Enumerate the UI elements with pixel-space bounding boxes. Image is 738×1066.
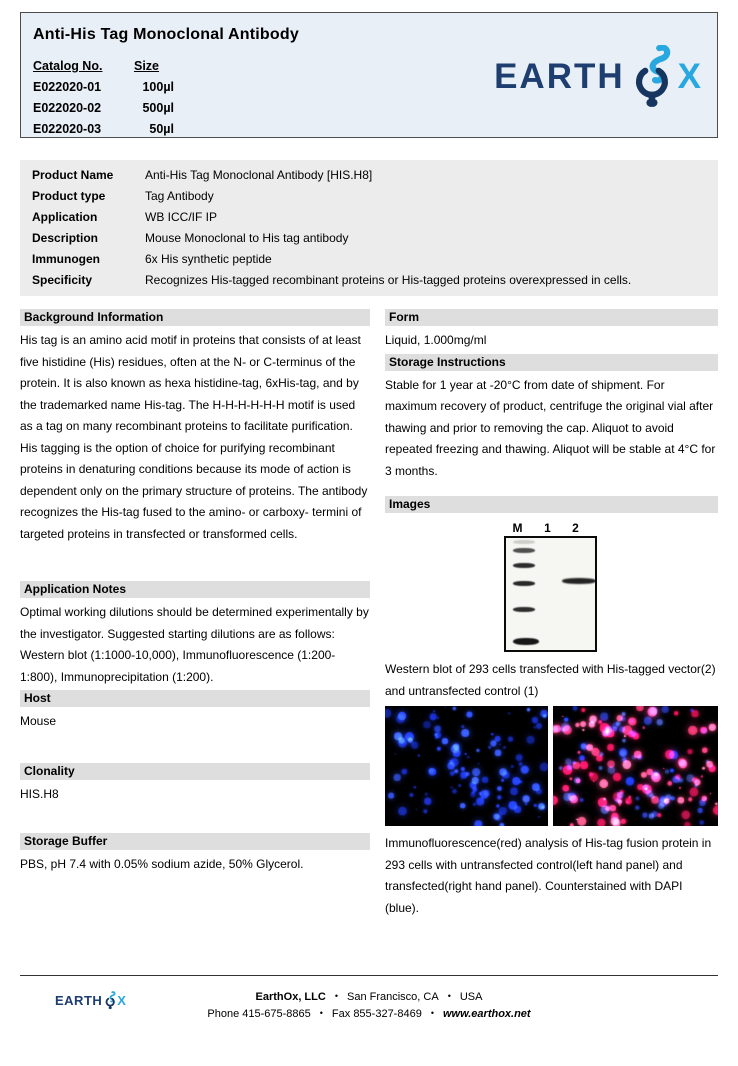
row-value: Recognizes His-tagged recombinant proteins or His-tagged proteins overexpressed in cells.: [145, 272, 632, 287]
marker-band: [513, 548, 535, 553]
section-body: His tag is an amino acid motif in proteins that consists of at least five histidine (His) residues, often at the N- or C-terminus of the protein. It is also known as hexa histidine-tag, 6xHis-tag, and by the trademarked name His-tag. The H-H-H-H-H-H motif is used as a tag on many recombinant proteins to facilitate purification. His tagging is the option of choice for purifying recombinant proteins in denaturing conditions because its mode of action is dependent only on the primary structure of proteins. The antibody recognizes the His-tag fused to the amino- or carboxy- termini of targeted proteins in transfected or transformed cells.: [20, 333, 368, 541]
catalog-size: 100µl: [142, 79, 174, 94]
row-label: Product Name: [32, 167, 114, 182]
row-value: WB ICC/IF IP: [145, 209, 217, 224]
section-heading: Storage Buffer: [20, 833, 370, 850]
section-body: HIS.H8: [20, 786, 59, 801]
marker-band: [513, 540, 535, 544]
section-heading: Form: [385, 309, 718, 326]
if-transfected-image: [553, 706, 718, 826]
size-col-header: Size: [134, 58, 160, 73]
section-heading: Background Information: [20, 309, 370, 326]
row-value: Tag Antibody: [145, 188, 214, 203]
company-name: EarthOx, LLC: [255, 991, 326, 1003]
lane-label-1: 1: [544, 521, 551, 535]
marker-band: [513, 563, 535, 568]
table-row: [20, 185, 718, 206]
catalog-row: [33, 118, 705, 139]
catalog-number: E022020-02: [33, 100, 102, 115]
row-value: Anti-His Tag Monoclonal Antibody [HIS.H8]: [145, 167, 373, 182]
lane-label-m: M: [512, 521, 523, 535]
blot-lane-labels: [504, 521, 600, 536]
section-application-notes: [20, 581, 370, 688]
page-footer: [20, 975, 718, 1022]
catalog-col-header: Catalog No.: [33, 58, 103, 73]
table-row: [20, 248, 718, 269]
table-row: [20, 206, 718, 227]
bullet-separator: •: [319, 1008, 323, 1018]
bullet-separator: •: [334, 991, 338, 1001]
row-label: Specificity: [32, 272, 93, 287]
section-storage-instructions: [385, 354, 718, 483]
row-label: Product type: [32, 188, 106, 203]
section-form: [385, 309, 718, 352]
left-column: [20, 309, 370, 941]
lane-label-2: 2: [572, 521, 579, 535]
marker-band: [513, 581, 535, 586]
section-heading: Application Notes: [20, 581, 370, 598]
catalog-size: 500µl: [142, 100, 174, 115]
section-body: Stable for 1 year at -20°C from date of shipment. For maximum recovery of product, centrifuge the original vial after thawing and prior to removing the cap. Aliquot to avoid repeated freezing and thawing. Aliquot will be stable at 4°C for 3 months.: [385, 377, 716, 478]
company-country: USA: [459, 991, 483, 1003]
company-city: San Francisco, CA: [346, 991, 439, 1003]
section-heading: Host: [20, 690, 370, 707]
section-host: [20, 690, 370, 733]
table-row: [20, 227, 718, 248]
catalog-size: 50µl: [149, 121, 174, 136]
blot-caption: Western blot of 293 cells transfected with His-tagged vector(2) and untransfected control (1): [385, 662, 716, 698]
logo-text-x: X: [677, 57, 701, 96]
section-clonality: [20, 763, 370, 806]
section-storage-buffer: [20, 833, 370, 876]
product-summary-table: [20, 160, 718, 296]
bullet-separator: •: [430, 1008, 434, 1018]
phone-number: Phone 415-675-8865: [207, 1008, 311, 1020]
catalog-number: E022020-01: [33, 79, 102, 94]
marker-band: [513, 638, 539, 645]
section-body: Mouse: [20, 714, 57, 728]
website-link[interactable]: www.earthox.net: [442, 1008, 531, 1020]
section-heading: Images: [385, 496, 718, 513]
if-control-image: [385, 706, 548, 826]
section-body: Liquid, 1.000mg/ml: [385, 333, 487, 347]
marker-band: [513, 607, 535, 612]
row-label: Immunogen: [32, 251, 100, 266]
logo-text-x: X: [117, 993, 126, 1008]
header-box: [20, 12, 718, 138]
section-heading: Clonality: [20, 763, 370, 780]
table-row: [20, 269, 718, 290]
fax-number: Fax 855-327-8469: [331, 1008, 422, 1020]
section-images: [385, 496, 718, 919]
section-body: PBS, pH 7.4 with 0.05% sodium azide, 50% Glycerol.: [20, 857, 304, 871]
row-value: Mouse Monoclonal to His tag antibody: [145, 230, 349, 245]
footer-earthox-logo: [55, 991, 126, 1010]
right-column: [385, 309, 718, 941]
row-value: 6x His synthetic peptide: [145, 251, 272, 266]
western-blot-image: [504, 536, 597, 652]
immunofluorescence-figure: [385, 706, 718, 826]
section-heading: Storage Instructions: [385, 354, 718, 371]
earthox-logo: [494, 45, 701, 109]
section-background-information: [20, 309, 370, 545]
logo-text-earth: EARTH: [494, 57, 625, 96]
earthox-flask-icon: [104, 991, 117, 1010]
section-body: Optimal working dilutions should be determined experimentally by the investigator. Suggested starting dilutions are as follows: Western blot (1:1000-10,000), Immunofluorescence (1:200-1:800), Immunoprecipitation (1:200).: [20, 605, 369, 684]
if-caption: Immunofluorescence(red) analysis of His-tag fusion protein in 293 cells with untransfected control(left hand panel) and transfected(right hand panel). Counterstained with DAPI (blue).: [385, 836, 712, 915]
table-row: [20, 164, 718, 185]
bullet-separator: •: [447, 991, 451, 1001]
row-label: Description: [32, 230, 99, 245]
row-label: Application: [32, 209, 98, 224]
logo-text-earth: EARTH: [55, 993, 103, 1008]
sample-band-lane2: [562, 578, 596, 584]
page-title: Anti-His Tag Monoclonal Antibody: [33, 26, 299, 43]
earthox-flask-icon: [630, 45, 676, 109]
catalog-number: E022020-03: [33, 121, 102, 136]
western-blot-figure: [504, 521, 600, 652]
